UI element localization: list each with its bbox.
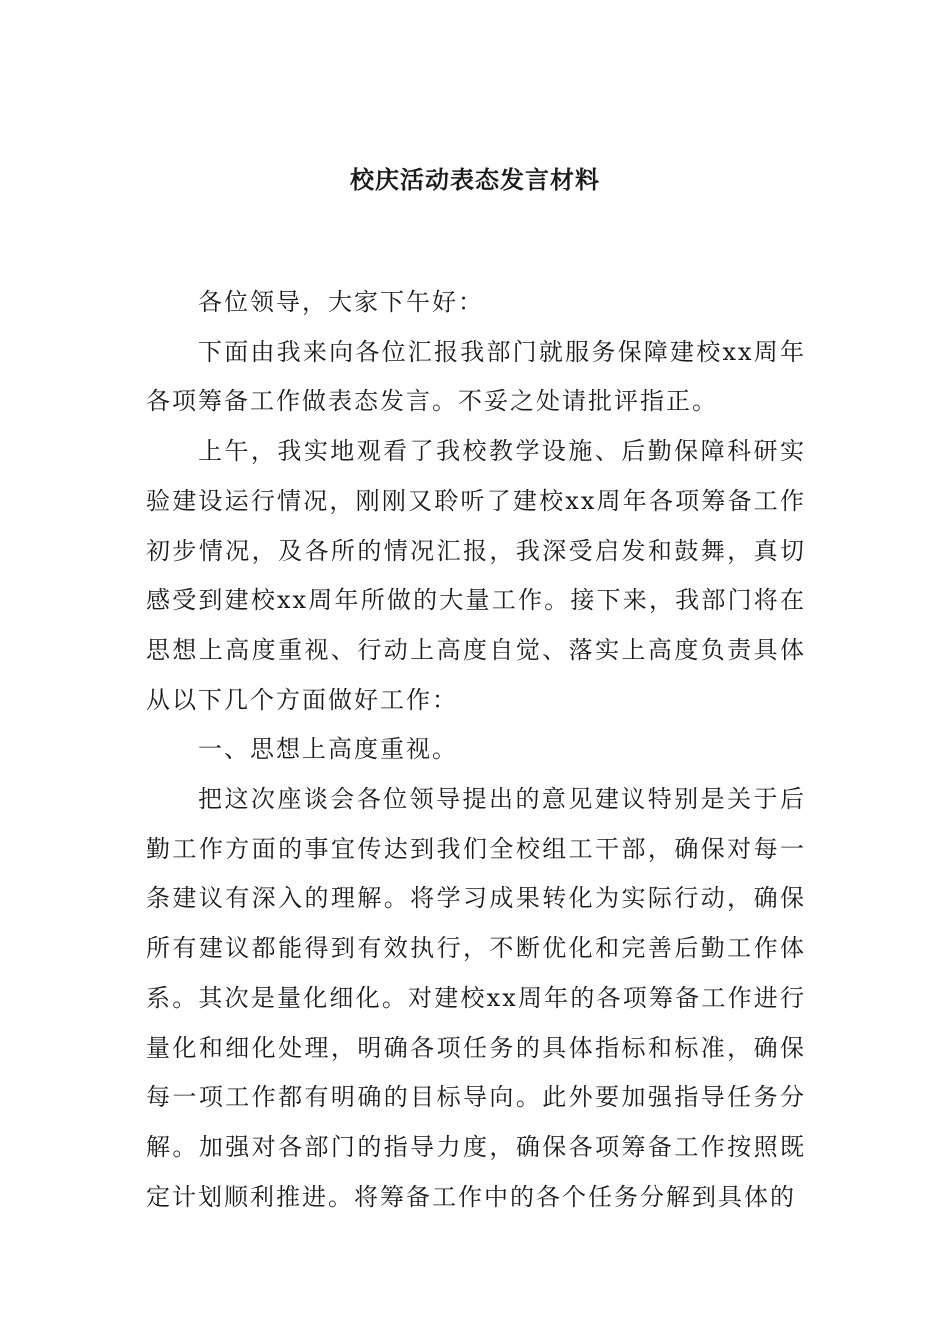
intro-paragraph: 下面由我来向各位汇报我部门就服务保障建校xx周年各项筹备工作做表态发言。不妥之处请批评指正。 bbox=[146, 337, 806, 416]
document-title: 校庆活动表态发言材料 bbox=[350, 165, 600, 194]
document-body bbox=[146, 278, 806, 1222]
greeting-paragraph: 各位领导，大家下午好： bbox=[198, 288, 484, 316]
section-heading-1: 一、思想上高度重视。 bbox=[198, 735, 458, 764]
context-paragraph: 上午，我实地观看了我校教学设施、后勤保障科研实验建设运行情况，刚刚又聆听了建校xx周年各项筹备工作初步情况，及各所的情况汇报，我深受启发和鼓舞，真切感受到建校xx周年所做的大量工作。接下来，我部门将在思想上高度重视、行动上高度自觉、落实上高度负责具体从以下几个方面做好工作： bbox=[146, 437, 806, 714]
section-1-paragraph: 把这次座谈会各位领导提出的意见建议特别是关于后勤工作方面的事宜传达到我们全校组工干部，确保对每一条建议有深入的理解。将学习成果转化为实际行动，确保所有建议都能得到有效执行，不断优化和完善后勤工作体系。其次是量化细化。对建校xx周年的各项筹备工作进行量化和细化处理，明确各项任务的具体指标和标准，确保每一项工作都有明确的目标导向。此外要加强指导任务分解。加强对各部门的指导力度，确保各项筹备工作按照既定计划顺利推进。将筹备工作中的各个任务分解到具体的 bbox=[146, 785, 806, 1211]
